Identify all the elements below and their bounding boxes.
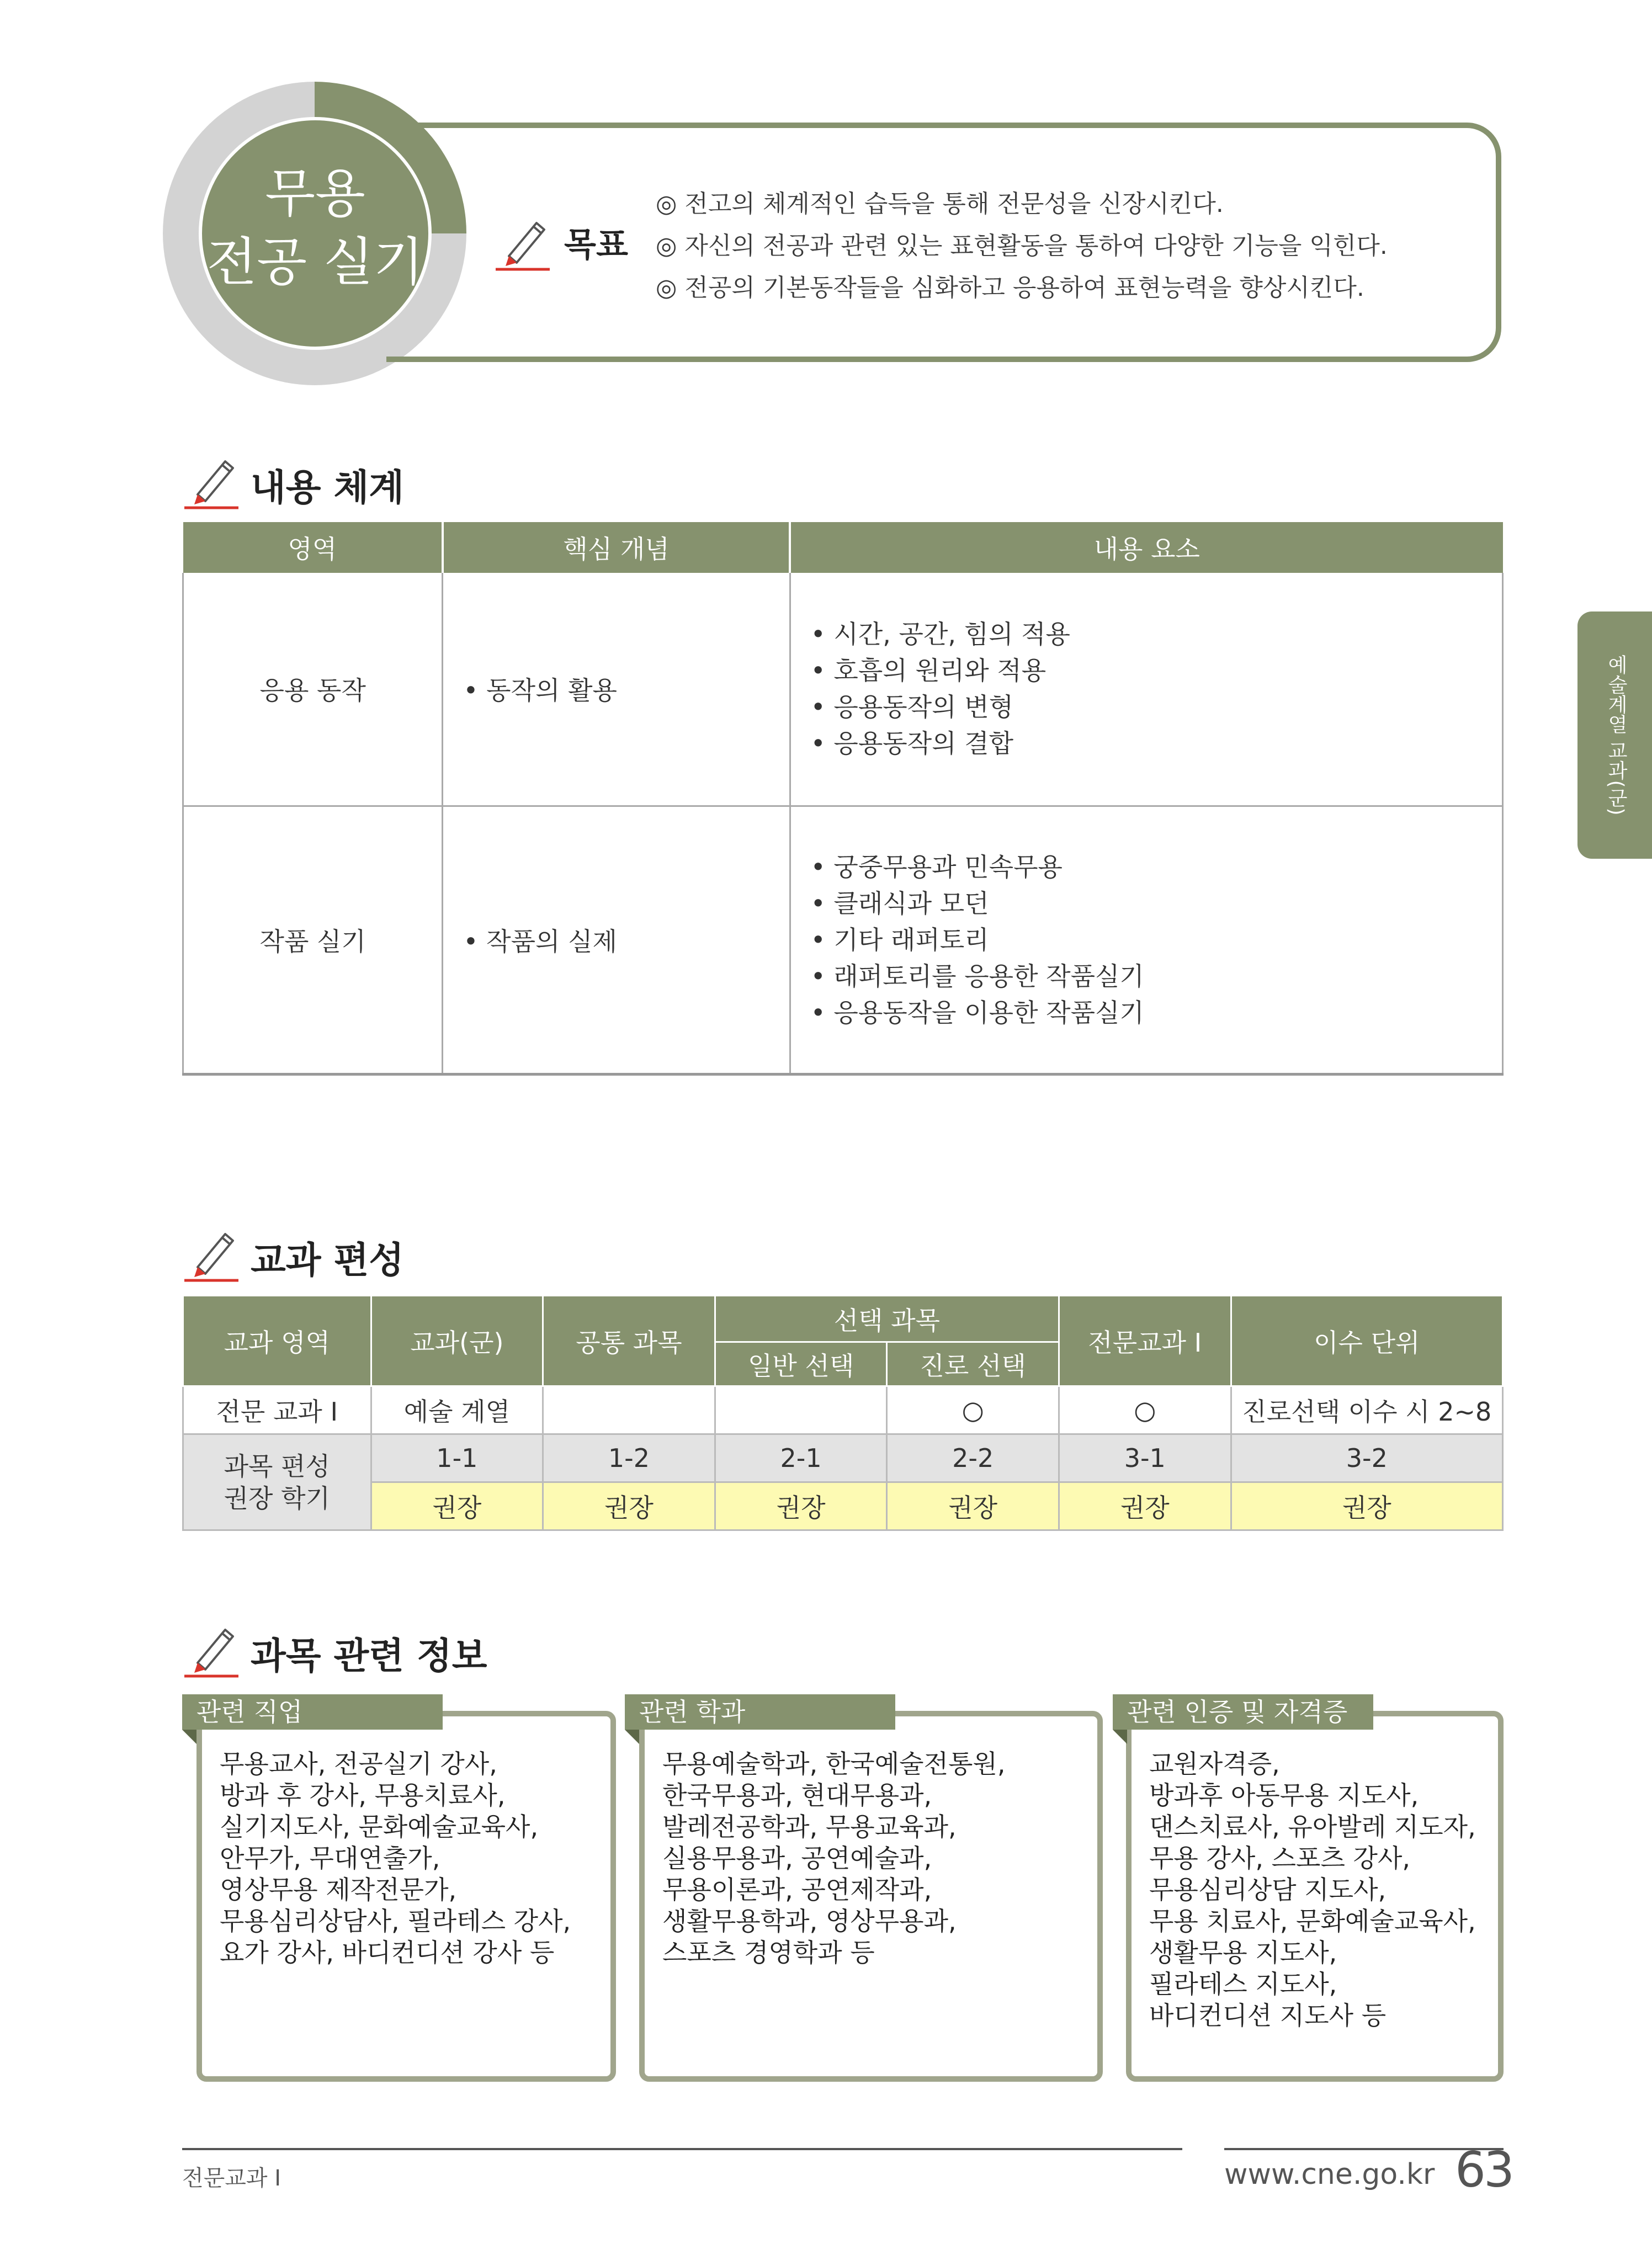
pencil-icon: [181, 1224, 242, 1285]
list-item: • 기타 래퍼토리: [810, 924, 989, 955]
list-item: • 응용동작의 결합: [810, 728, 1014, 759]
semester-label-line: 과목 편성: [224, 1451, 330, 1481]
cell-recommend: 권장: [887, 1482, 1059, 1530]
footer-rule: [182, 2148, 1182, 2150]
table-row: [183, 1434, 1503, 1482]
list-item: 무용심리상담 지도사,: [1149, 1875, 1387, 1905]
cell-semester-label: [183, 1434, 371, 1530]
cell-units: 진로선택 이수 시 2~8: [1231, 1386, 1502, 1434]
cell-recommend: 권장: [543, 1482, 715, 1530]
header-career: 진로 선택: [887, 1342, 1059, 1386]
list-item: 무용 치료사, 문화예술교육사,: [1149, 1906, 1476, 1936]
cell-elements: [790, 806, 1502, 1074]
header-elements: 내용 요소: [790, 522, 1502, 573]
list-item: 생활무용학과, 영상무용과,: [662, 1906, 957, 1936]
cell-group: 예술 계열: [371, 1386, 543, 1434]
tab-fold: [625, 1730, 639, 1744]
list-item: 실기지도사, 문화예술교육사,: [220, 1812, 539, 1842]
table-header-row: [183, 522, 1503, 573]
title-line-1: 무용: [265, 164, 365, 224]
list-item: 무용예술학과, 한국예술전통원,: [662, 1749, 1006, 1779]
info-list-certificates: [1149, 1748, 1476, 2032]
tab-fold: [182, 1730, 196, 1744]
cell-concept: • 동작의 활용: [443, 573, 790, 806]
cell-semester: 2-2: [887, 1434, 1059, 1482]
list-item: 생활무용 지도사,: [1149, 1938, 1337, 1967]
content-table: [182, 522, 1504, 1076]
cell-semester: 1-1: [371, 1434, 543, 1482]
list-item: 요가 강사, 바디컨디션 강사 등: [220, 1938, 555, 1967]
cell-elements: [790, 573, 1502, 806]
cell-semester: 3-2: [1231, 1434, 1502, 1482]
list-item: • 호흡의 원리와 적용: [810, 656, 1047, 686]
list-item: 바디컨디션 지도사 등: [1149, 2001, 1387, 2030]
table-row: [183, 1386, 1503, 1434]
cell-specialized: ○: [1059, 1386, 1231, 1434]
header-units: 이수 단위: [1231, 1296, 1502, 1386]
cell-area: 작품 실기: [183, 806, 443, 1074]
list-item: 필라테스 지도사,: [1149, 1969, 1337, 1999]
header-area: 교과 영역: [183, 1296, 371, 1386]
table-row: [183, 806, 1503, 1074]
list-item: 댄스치료사, 유아발레 지도자,: [1149, 1812, 1476, 1842]
tab-fold: [1113, 1730, 1127, 1744]
table-header-row: [183, 1296, 1503, 1342]
cell-general: [715, 1386, 887, 1434]
cell-semester: 3-1: [1059, 1434, 1231, 1482]
info-tab-certificates: 관련 인증 및 자격증: [1113, 1694, 1373, 1730]
list-item: • 응용동작을 이용한 작품실기: [810, 997, 1144, 1028]
section-title-content: 내용 체계: [251, 466, 405, 509]
list-item: 방과 후 강사, 무용치료사,: [220, 1780, 506, 1810]
cell-area: 응용 동작: [183, 573, 443, 806]
element-list: [811, 616, 1502, 762]
cell-semester: 2-1: [715, 1434, 887, 1482]
semester-label-line: 권장 학기: [224, 1483, 330, 1513]
goal-list: [656, 183, 1388, 309]
list-item: • 클래식과 모던: [810, 888, 989, 918]
cell-concept: • 작품의 실제: [443, 806, 790, 1074]
cell-recommend: 권장: [1059, 1482, 1231, 1530]
list-item: • 래퍼토리를 응용한 작품실기: [810, 961, 1144, 991]
table-row: [183, 573, 1503, 806]
goal-label: 목표: [564, 226, 628, 264]
cell-semester: 1-2: [543, 1434, 715, 1482]
info-tab-jobs: 관련 직업: [182, 1694, 443, 1730]
list-item: 무용심리상담사, 필라테스 강사,: [220, 1906, 571, 1936]
header-specialized: 전문교과 I: [1059, 1296, 1231, 1386]
list-item: • 시간, 공간, 힘의 적용: [810, 619, 1070, 650]
pencil-icon: [181, 451, 242, 512]
cell-common: [543, 1386, 715, 1434]
list-item: 스포츠 경영학과 등: [662, 1938, 875, 1967]
section-title-related: 과목 관련 정보: [251, 1635, 487, 1677]
table-row: [183, 1482, 1503, 1530]
info-list-jobs: [220, 1748, 571, 1969]
footer-section: 전문교과 Ⅰ: [182, 2166, 281, 2191]
cell-recommend: 권장: [715, 1482, 887, 1530]
cell-career: ○: [887, 1386, 1059, 1434]
list-item: • 응용동작의 변형: [810, 692, 1014, 722]
title-line-2: 전공 실기: [206, 232, 424, 293]
element-list: [811, 849, 1502, 1031]
goal-item: ◎ 자신의 전공과 관련 있는 표현활동을 통하여 다양한 기능을 익힌다.: [656, 232, 1388, 260]
header-group: 교과(군): [371, 1296, 543, 1386]
list-item: 무용교사, 전공실기 강사,: [220, 1749, 497, 1779]
header-concept: 핵심 개념: [443, 522, 790, 573]
pencil-icon: [181, 1620, 242, 1681]
section-title-curriculum: 교과 편성: [251, 1239, 405, 1281]
list-item: 영상무용 제작전문가,: [220, 1875, 457, 1905]
list-item: 무용 강사, 스포츠 강사,: [1149, 1843, 1411, 1873]
info-list-departments: [662, 1748, 1006, 1969]
page-number: 63: [1455, 2141, 1512, 2198]
header-elective: 선택 과목: [715, 1296, 1059, 1342]
cell-area: 전문 교과 I: [183, 1386, 371, 1434]
list-item: 교원자격증,: [1149, 1749, 1280, 1779]
header-area: 영역: [183, 522, 443, 573]
list-item: 안무가, 무대연출가,: [220, 1843, 440, 1873]
footer-url[interactable]: www.cne.go.kr: [1224, 2158, 1435, 2191]
goal-item: ◎ 전공의 기본동작들을 심화하고 응용하여 표현능력을 향상시킨다.: [656, 274, 1364, 302]
curriculum-table: [182, 1295, 1504, 1531]
list-item: 방과후 아동무용 지도사,: [1149, 1780, 1419, 1810]
list-item: 발레전공학과, 무용교육과,: [662, 1812, 957, 1842]
list-item: 한국무용과, 현대무용과,: [662, 1780, 932, 1810]
pencil-icon: [492, 213, 553, 274]
side-tab-label: 예술계열 교과(군): [1605, 655, 1628, 816]
cell-recommend: 권장: [1231, 1482, 1502, 1530]
header-general: 일반 선택: [715, 1342, 887, 1386]
goal-item: ◎ 전고의 체계적인 습득을 통해 전문성을 신장시킨다.: [656, 190, 1224, 218]
list-item: 실용무용과, 공연예술과,: [662, 1843, 932, 1873]
cell-recommend: 권장: [371, 1482, 543, 1530]
info-tab-departments: 관련 학과: [625, 1694, 895, 1730]
list-item: 무용이론과, 공연제작과,: [662, 1875, 932, 1905]
list-item: • 궁중무용과 민속무용: [810, 852, 1063, 882]
header-common: 공통 과목: [543, 1296, 715, 1386]
